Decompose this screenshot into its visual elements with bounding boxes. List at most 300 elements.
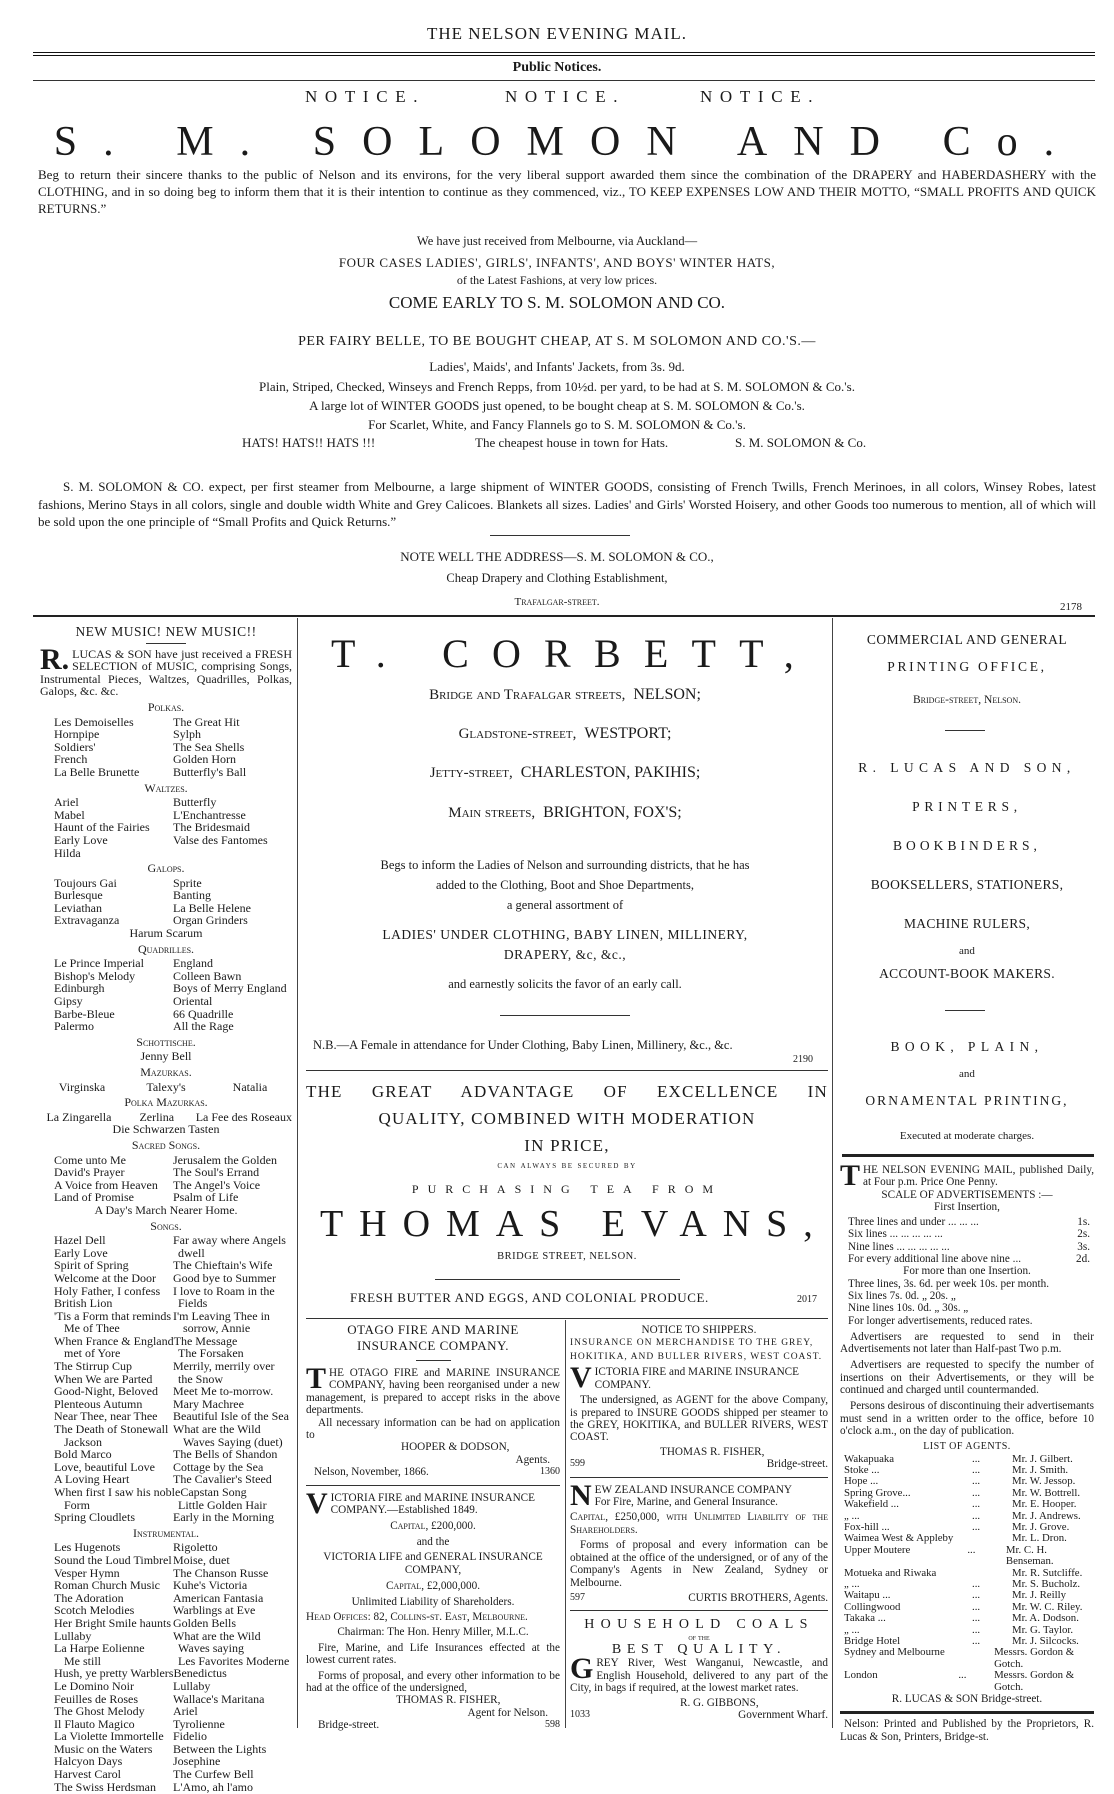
section-heading: Sacred Songs. [131,1137,201,1152]
evans-secured: can always be secured by [497,1160,637,1171]
hats-line: HATS! HATS!! HATS !!! [242,435,376,450]
section-heading: Schottische. [136,1034,196,1049]
music-title: NEW MUSIC! NEW MUSIC!! [75,624,257,639]
list-item: A Day's March Nearer Home. [94,1202,238,1217]
music-title-item: The Bells of Shandon [173,1447,278,1462]
divider [306,1318,828,1319]
ad-number: 2190 [793,1054,813,1065]
victoria-capital: Capital, £200,000. [390,1520,476,1533]
music-title-item: A Loving Heart [54,1472,130,1487]
music-title-item: Jackson [64,1434,102,1449]
rate-price: 1s. [1077,1216,1090,1229]
agent-cell: ... [972,1589,981,1602]
address-street: Bridge and Trafalgar streets, [429,687,626,703]
imprint: Nelson: Printed and Published by the Proprietors, R. Lucas & Son, Printers, Bridge-st. [840,1718,1094,1743]
agent-cell: Stoke ... [844,1463,880,1476]
list-item [40,1768,292,1781]
divider [490,535,630,536]
hats-cheap: The cheapest house in town for Hats. [475,435,669,450]
music-title-item: Love, beautiful Love [54,1459,155,1474]
agent-cell: ... [972,1486,981,1499]
victoria-chairman: Chairman: The Hon. Henry Miller, M.L.C. [337,1626,529,1639]
music-title-item: Mabel [54,807,85,822]
agent-cell: Mr. R. Sutcliffe. [1012,1566,1083,1579]
shippers-title: NOTICE TO SHIPPERS. [641,1324,757,1336]
music-title-item: Ariel [173,1704,198,1719]
masthead-title: THE NELSON EVENING MAIL. [426,24,688,43]
corbett-goods [300,925,830,965]
drop-cap: V [306,1486,328,1520]
music-title-item: When first I saw his noble [54,1485,181,1499]
music-title-item: Palermo [54,1019,94,1034]
shippers-ad [570,1324,828,1721]
solomon-name: S. M. SOLOMON AND Co. [53,119,1081,165]
address-town: CHARLESTON, PAKIHIS; [520,764,701,781]
agent-cell: ... [972,1520,981,1533]
list-item [40,1385,292,1398]
music-title-item: Roman Church Music [54,1578,160,1593]
music-title-item: Warblings at Eve [173,1603,256,1618]
victoria-agent-role: Agent for Nelson. [467,1706,548,1719]
nz-sub: For Fire, Marine, and General Insurance. [594,1496,778,1509]
music-title-item: Valse des Fantomes [173,832,268,847]
music-title-item: Barbe-Bleue [54,1006,115,1021]
music-title-item: All the Rage [173,1019,234,1034]
music-title-item: Harvest Carol [54,1767,121,1782]
otago-agents: Agents. [515,1453,550,1466]
list-item [40,1272,292,1285]
divider [570,1610,828,1611]
agent-cell: Mr. W. Bottrell. [1012,1486,1081,1499]
agent-cell: Mr. J. Smith. [1012,1463,1069,1476]
music-title-item: British Lion [54,1296,113,1311]
agent-cell: ... [967,1543,976,1556]
agent-cell: ... [972,1623,981,1636]
otago-body: HE OTAGO FIRE and MARINE INSURANCE COMPANY, having been reorganised under a new management, is prepared to accept risks in the above departments. [306,1367,560,1417]
agent-cell: Mr. J. Reilly [1012,1589,1066,1602]
rate-price: 2s. [1077,1228,1090,1241]
divider [146,643,186,644]
music-section [40,943,292,1033]
goods-line: For Scarlet, White, and Fancy Flannels go to S. M. SOLOMON & Co.'s. [368,417,746,432]
rate-label: Six lines ... ... ... ... ... [848,1228,943,1241]
agent-cell: Mr. J. Grove. [1012,1520,1070,1533]
music-title-item [173,847,292,860]
divider [945,1010,985,1011]
agent-row [844,1647,1094,1670]
music-title-item: Leviathan [54,900,102,915]
agent-cell: Mr. G. Taylor. [1012,1623,1074,1636]
music-title-item: Wallace's Maritana [173,1691,265,1706]
music-title-item: Virginska [58,1079,106,1094]
executed-line: Executed at moderate charges. [899,1130,1035,1142]
agent-cell: Waimea West & Appleby [844,1532,954,1545]
drop-cap: T [306,1362,327,1395]
goods-line: Ladies', Maids', and Infants' Jackets, from 3s. 9d. [429,359,685,374]
agent-cell: Mr. W. C. Riley. [1012,1600,1083,1613]
address-line [300,725,830,743]
victoria-forms: Forms of proposal, and every other information to be had at the office of the undersigned, [306,1669,560,1694]
divider [33,80,1095,81]
corbett-name: T. CORBETT, [331,631,817,676]
agent-cell: „ ... [844,1623,860,1636]
music-title-item: The Stirrup Cup [54,1359,132,1374]
music-title-item: Between the Lights [173,1741,267,1756]
music-title-item: Il Flauto Magico [54,1716,135,1731]
agent-cell: Motueka and Riwaka [844,1566,937,1579]
music-title-item: Cottage by the Sea [173,1459,264,1474]
ad-number: 2017 [797,1294,817,1305]
coals-of: of the [688,1633,710,1643]
list-item: Die Schwarzen Tasten [112,1122,220,1137]
list-item: Jenny Bell [140,1049,192,1064]
music-title-item: Spirit of Spring [54,1258,129,1273]
agent-row [844,1499,1094,1510]
music-title-item: Zerlina [139,1109,175,1124]
rate-label: For every additional line above nine ... [848,1253,1022,1266]
music-title-item: L'Enchantresse [173,807,246,822]
fairy-belle: PER FAIRY BELLE, TO BE BOUGHT CHEAP, AT S. M SOLOMON AND CO.'S.— [298,334,816,349]
nz-capital: Capital, £250,000, with Unlimited Liability of the Shareholders. [570,1511,828,1536]
music-title-item: A Voice from Heaven [54,1177,158,1192]
agent-row [844,1545,1094,1568]
music-section [40,1096,292,1136]
agent-cell: ... [972,1475,981,1488]
music-title-item: 'Tis a Form that reminds [54,1308,172,1323]
firm-line: R. LUCAS AND SON, [858,760,1076,775]
music-title-item: Soldiers' [54,739,96,754]
music-title-item: Fields [178,1296,208,1311]
and-label: and [959,945,975,957]
agent-cell: Mr. A. Dodson. [1012,1612,1079,1625]
list-item [40,1617,292,1630]
list-item [40,1486,292,1499]
music-title-item: Me of Thee [64,1321,120,1336]
victoria-and: and the [416,1535,450,1548]
victoria-street: Bridge-street. [318,1719,380,1732]
fashions-line: of the Latest Fashions, at very low prices. [456,273,658,287]
music-title-item: the Snow [178,1371,223,1386]
music-title-item: Le Prince Imperial [54,956,144,971]
agent-cell: Messrs. Gordon & Gotch. [994,1646,1075,1670]
drop-cap: T [840,1159,861,1192]
otago-info: All necessary information can be had on application to [306,1416,560,1442]
list-item [40,957,292,970]
music-title-item: Haunt of the Fairies [54,820,150,835]
music-title-item: Come unto Me [54,1152,126,1167]
list-item [40,1360,292,1373]
music-title-item: The Sea Shells [173,739,245,754]
agent-cell: Mr. W. Jessop. [1012,1475,1076,1488]
cases-line: FOUR CASES LADIES', GIRLS', INFANTS', AND BOYS' WINTER HATS, [338,255,776,270]
begs-line: added to the Clothing, Boot and Shoe Departments, [436,878,694,892]
agent-cell: London [844,1669,878,1682]
printing-street: Bridge-street, Nelson. [913,694,1021,706]
list-item [40,1448,292,1461]
music-column [40,626,292,1793]
hats-name: S. M. SOLOMON & Co. [735,435,867,450]
address-line [300,686,830,704]
divider [500,1015,630,1016]
list-item [40,1579,292,1592]
list-item: Harum Scarum [129,926,203,941]
music-title-item: Boys of Merry England [173,981,287,996]
music-title-item: The Chieftain's Wife [173,1258,273,1273]
music-title-item: The Curfew Bell [173,1767,254,1782]
come-early: COME EARLY TO S. M. SOLOMON AND CO. [388,293,726,312]
music-list [40,701,292,1793]
music-title-item: Toujours Gai [54,875,117,890]
and-label: and [959,1068,975,1080]
ad-number: 598 [545,1719,560,1731]
note-address: NOTE WELL THE ADDRESS—S. M. SOLOMON & CO., [400,549,714,564]
goods-line: LADIES' UNDER CLOTHING, BABY LINEN, MILLINERY, [382,927,748,942]
notice-label: NOTICE. [305,87,426,106]
rate-line: For longer advertisements, reduced rates. [848,1314,1033,1327]
victoria-capital: Capital, £2,000,000. [386,1580,480,1593]
coals-body: REY River, West Wanganui, Newcastle, and English Household, delivered to any part of the City, in bags if required, at the lowest market rates. [570,1657,828,1695]
shippers-company: ICTORIA FIRE and MARINE INSURANCE COMPANY. [594,1366,799,1391]
agent-cell: ... [972,1600,981,1613]
list-item [40,847,292,860]
mail-note: Advertisers are requested to specify the number of insertions on their Advertisements, or they will be continued and charged until countermanded. [840,1359,1094,1397]
music-title-item: Jerusalem the Golden [173,1152,277,1167]
music-title-item: Ariel [54,795,79,810]
music-title-item: Early Love [54,832,108,847]
music-title-item: Moise, duet [173,1552,230,1567]
music-title-item: Holy Father, I confess [54,1283,161,1298]
ad-number: 2178 [1060,601,1082,613]
music-section [40,1139,292,1217]
music-title-item: French [54,752,88,767]
section-heading: Polka Mazurkas. [124,1095,208,1110]
music-title-item: 66 Quadrille [173,1006,234,1021]
coals-title: HOUSEHOLD COALS [584,1617,814,1633]
music-title-item: Sound the Loud Timbrel [54,1552,172,1567]
list-item [40,1781,292,1794]
music-title-item: Talexy's [146,1079,186,1094]
mail-note: Persons desirous of discontinuing their advertisemants must send in a written order to the office, before 10 o'clock a.m., on the day of publication. [840,1400,1094,1437]
section-heading: Polkas. [147,699,185,714]
music-title-item: Gipsy [54,994,83,1009]
music-title-item: Land of Promise [54,1190,134,1205]
otago-agent: HOOPER & DODSON, [401,1441,510,1454]
firm-line: PRINTERS, [912,799,1022,814]
mail-title: HE NELSON EVENING MAIL, published Daily, at Four p.m. Price One Penny. [863,1164,1094,1189]
music-title-item: Golden Horn [173,752,236,767]
music-title-item: The Message [173,1333,238,1348]
list-item [40,1166,292,1179]
list-item [40,796,292,809]
music-title-item: Hornpipe [54,727,100,742]
divider [306,1485,560,1486]
music-title-item: David's Prayer [54,1165,125,1180]
otago-title: OTAGO FIRE AND MARINE INSURANCE COMPANY. [347,1322,519,1353]
agents-title: LIST OF AGENTS. [923,1441,1011,1453]
music-title-item: Sprite [173,875,202,890]
music-section [40,1527,292,1793]
music-title-item: Les Hugenots [54,1540,121,1555]
music-title-item: Organ Grinders [173,913,248,928]
column-rule [297,618,298,1728]
music-title-item: Butterfly's Ball [173,764,247,779]
address-line [300,764,830,782]
music-title-item: When France & England [54,1333,174,1348]
divider [570,1477,828,1478]
address-line [300,804,830,822]
music-title-item: Good-Night, Beloved [54,1384,158,1399]
music-title-item: Spring Cloudlets [54,1510,136,1525]
music-title-item: La Fee des Roseaux [195,1109,292,1124]
coals-quality: BEST QUALITY. [611,1642,787,1658]
agent-cell: Mr. E. Hooper. [1012,1498,1077,1511]
music-section [40,1220,292,1524]
divider [435,1279,680,1280]
music-title-item: Oriental [173,994,213,1009]
divider [842,1154,1094,1157]
mail-first: First Insertion, [934,1200,1000,1213]
section-heading: Songs. [150,1218,182,1233]
drop-cap: V [570,1361,592,1395]
music-title-item: I love to Roam in the [173,1283,275,1298]
notice-label: NOTICE. [505,87,626,106]
music-title-item: Beautiful Isle of the Sea [173,1409,289,1424]
column-rule [832,618,833,1728]
music-title-item: The Angel's Voice [173,1177,261,1192]
address-town: BRIGHTON, FOX'S; [543,804,682,821]
ornamental-line: ORNAMENTAL PRINTING, [865,1093,1069,1108]
music-title-item: Me still [64,1653,102,1668]
music-section [40,1066,292,1093]
music-title-item: The Soul's Errand [173,1165,260,1180]
list-item [40,1730,292,1743]
music-title-item: Near Thee, near Thee [54,1409,158,1424]
music-title-item: Early Love [54,1245,108,1260]
agent-cell: Waitapu ... [844,1589,891,1602]
evans-produce: FRESH BUTTER AND EGGS, AND COLONIAL PRODUCE. [350,1290,709,1305]
shippers-body: The undersigned, as AGENT for the above Company, is prepared to INSURE GOODS shipped per steamer to the GREY, HOKITIKA, and BULLER RIVERS, WEST COAST. [570,1394,828,1444]
agent-cell: „ ... [844,1509,860,1522]
list-item [40,1642,292,1655]
ad-number: 597 [570,1591,585,1603]
solomon-intro: Beg to return their sincere thanks to the public of Nelson and its environs, for the very liberal support awarded them since the combination of the DRAPERY and HABERDASHERY with the CLOTHING, and in so doing beg to inform them that it is their intention to continue as they commenced, viz., TO KEEP EXPENSES LOW AND THEIR MOTTO, “SMALL PROFITS AND QUICK RETURNS.” [38,167,1096,216]
corbett-call: and earnestly solicits the favor of an early call. [448,977,682,991]
victoria-life: VICTORIA LIFE and GENERAL INSURANCE COMPANY, [323,1551,543,1576]
firm-line: MACHINE RULERS, [903,916,1030,931]
rate-line: Six lines 7s. 0d. „ 20s. „ [848,1289,956,1302]
music-title-item: England [173,956,213,971]
list-item [40,1020,292,1033]
list-item [40,995,292,1008]
firm-line: BOOKBINDERS, [893,838,1041,853]
music-title-item: Mary Machree [173,1396,244,1411]
music-title-item: The Swiss Herdsman [54,1779,156,1794]
music-title-item: Rigoletto [173,1540,218,1555]
account-line: ACCOUNT-BOOK MAKERS. [879,966,1055,981]
goods-line: A large lot of WINTER GOODS just opened, to be bought cheap at S. M. SOLOMON & Co.'s. [309,398,805,413]
music-title-item: L'Amo, ah l'amo [173,1779,253,1794]
section-heading: Waltzes. [144,780,188,795]
list-item [40,1322,292,1335]
music-section [40,701,292,779]
column-rule [565,1320,566,1728]
music-title-item: Far away where Angels [173,1233,286,1248]
establishment: Cheap Drapery and Clothing Establishment, [446,571,668,585]
agent-cell [958,1647,994,1670]
rate-row [848,1228,1090,1240]
book-line: BOOK, PLAIN, [890,1039,1044,1054]
music-title-item: Good bye to Summer [173,1270,276,1285]
music-title-item: The Great Hit [173,714,240,729]
music-title-item: Waves saying [178,1641,245,1656]
music-title-item: The Adoration [54,1590,124,1605]
music-title-item: Natalia [232,1079,268,1094]
music-title-item: Sylph [173,727,202,742]
music-title-item: Golden Bells [173,1615,236,1630]
agent-cell: Mr. J. Gilbert. [1012,1452,1073,1465]
nz-body: Forms of proposal and every information can be obtained at the office of the undersigned, or of any of the Company's Agents in New Zealand, Sydney or Melbourne. [570,1539,828,1589]
music-title-item: La Violette Immortelle [54,1729,164,1744]
music-title-item: The Cavalier's Steed [173,1472,272,1487]
victoria-liability: Unlimited Liability of Shareholders. [351,1595,515,1608]
drop-cap: N [570,1478,592,1512]
evans-name: THOMAS EVANS, [320,1203,829,1245]
rate-label: Nine lines ... ... ... ... ... [848,1240,950,1253]
evans-address: BRIDGE STREET, NELSON. [497,1251,637,1262]
agent-cell: Wakefield ... [844,1498,899,1511]
agent-cell: Messrs. Gordon & Gotch. [994,1669,1075,1693]
evans-headline [306,1078,828,1159]
music-title-item: Hazel Dell [54,1233,106,1248]
list-item [40,1511,292,1524]
music-title-item: Plenteous Autumn [54,1396,143,1411]
mail-scale: SCALE OF ADVERTISEMENTS :— [881,1188,1053,1201]
music-title-item: La Zingarella [46,1109,112,1124]
rate-row [848,1241,1090,1253]
music-title-item: Form [64,1497,91,1512]
corbett-nb: N.B.—A Female in attendance for Under Clothing, Baby Linen, Millinery, &c., &c. [313,1038,733,1052]
music-title-item: Early in the Morning [173,1510,274,1525]
agent-cell: Mr. C. H. Benseman. [1005,1543,1054,1568]
music-title-item: met of Yore [64,1346,121,1361]
nz-title: EW ZEALAND INSURANCE COMPANY [594,1483,793,1496]
goods-line: Plain, Striped, Checked, Winseys and French Repps, from 10½d. per yard, to be had at S. M. SOLOMON & Co.'s. [259,379,855,394]
mail-note: Advertisers are requested to send in their Advertisements not later than Half-past Two p.m. [840,1330,1094,1356]
music-title-item: Tyrolienne [173,1716,225,1731]
agent-cell: Sydney and Melbourne [844,1646,945,1659]
list-item [40,1297,292,1310]
music-title-item: The Bridesmaid [173,820,250,835]
music-title-item: Kuhe's Victoria [173,1578,248,1593]
music-title-item: Les Favorites Moderne [178,1653,290,1668]
section-heading: Mazurkas. [140,1065,192,1079]
firm-line: BOOKSELLERS, STATIONERS, [870,877,1064,892]
otago-ad [306,1322,560,1732]
music-title-item: The Forsaken [178,1346,244,1361]
list-item [40,1423,292,1436]
headline-line: THE GREAT ADVANTAGE OF EXCELLENCE IN [306,1082,828,1101]
list-item [40,1755,292,1768]
section-title: Public Notices. [512,60,602,75]
music-title-item: La Belle Brunette [54,764,140,779]
agent-cell: Spring Grove... [844,1486,911,1499]
music-title-item: Vesper Hymn [54,1565,120,1580]
agent-cell: ... [972,1578,981,1590]
music-title-item: Capstan Song [180,1485,247,1499]
music-title-item: American Fantasia [173,1590,264,1605]
music-title-item: Hilda [54,845,81,860]
rate-row [848,1253,1090,1265]
